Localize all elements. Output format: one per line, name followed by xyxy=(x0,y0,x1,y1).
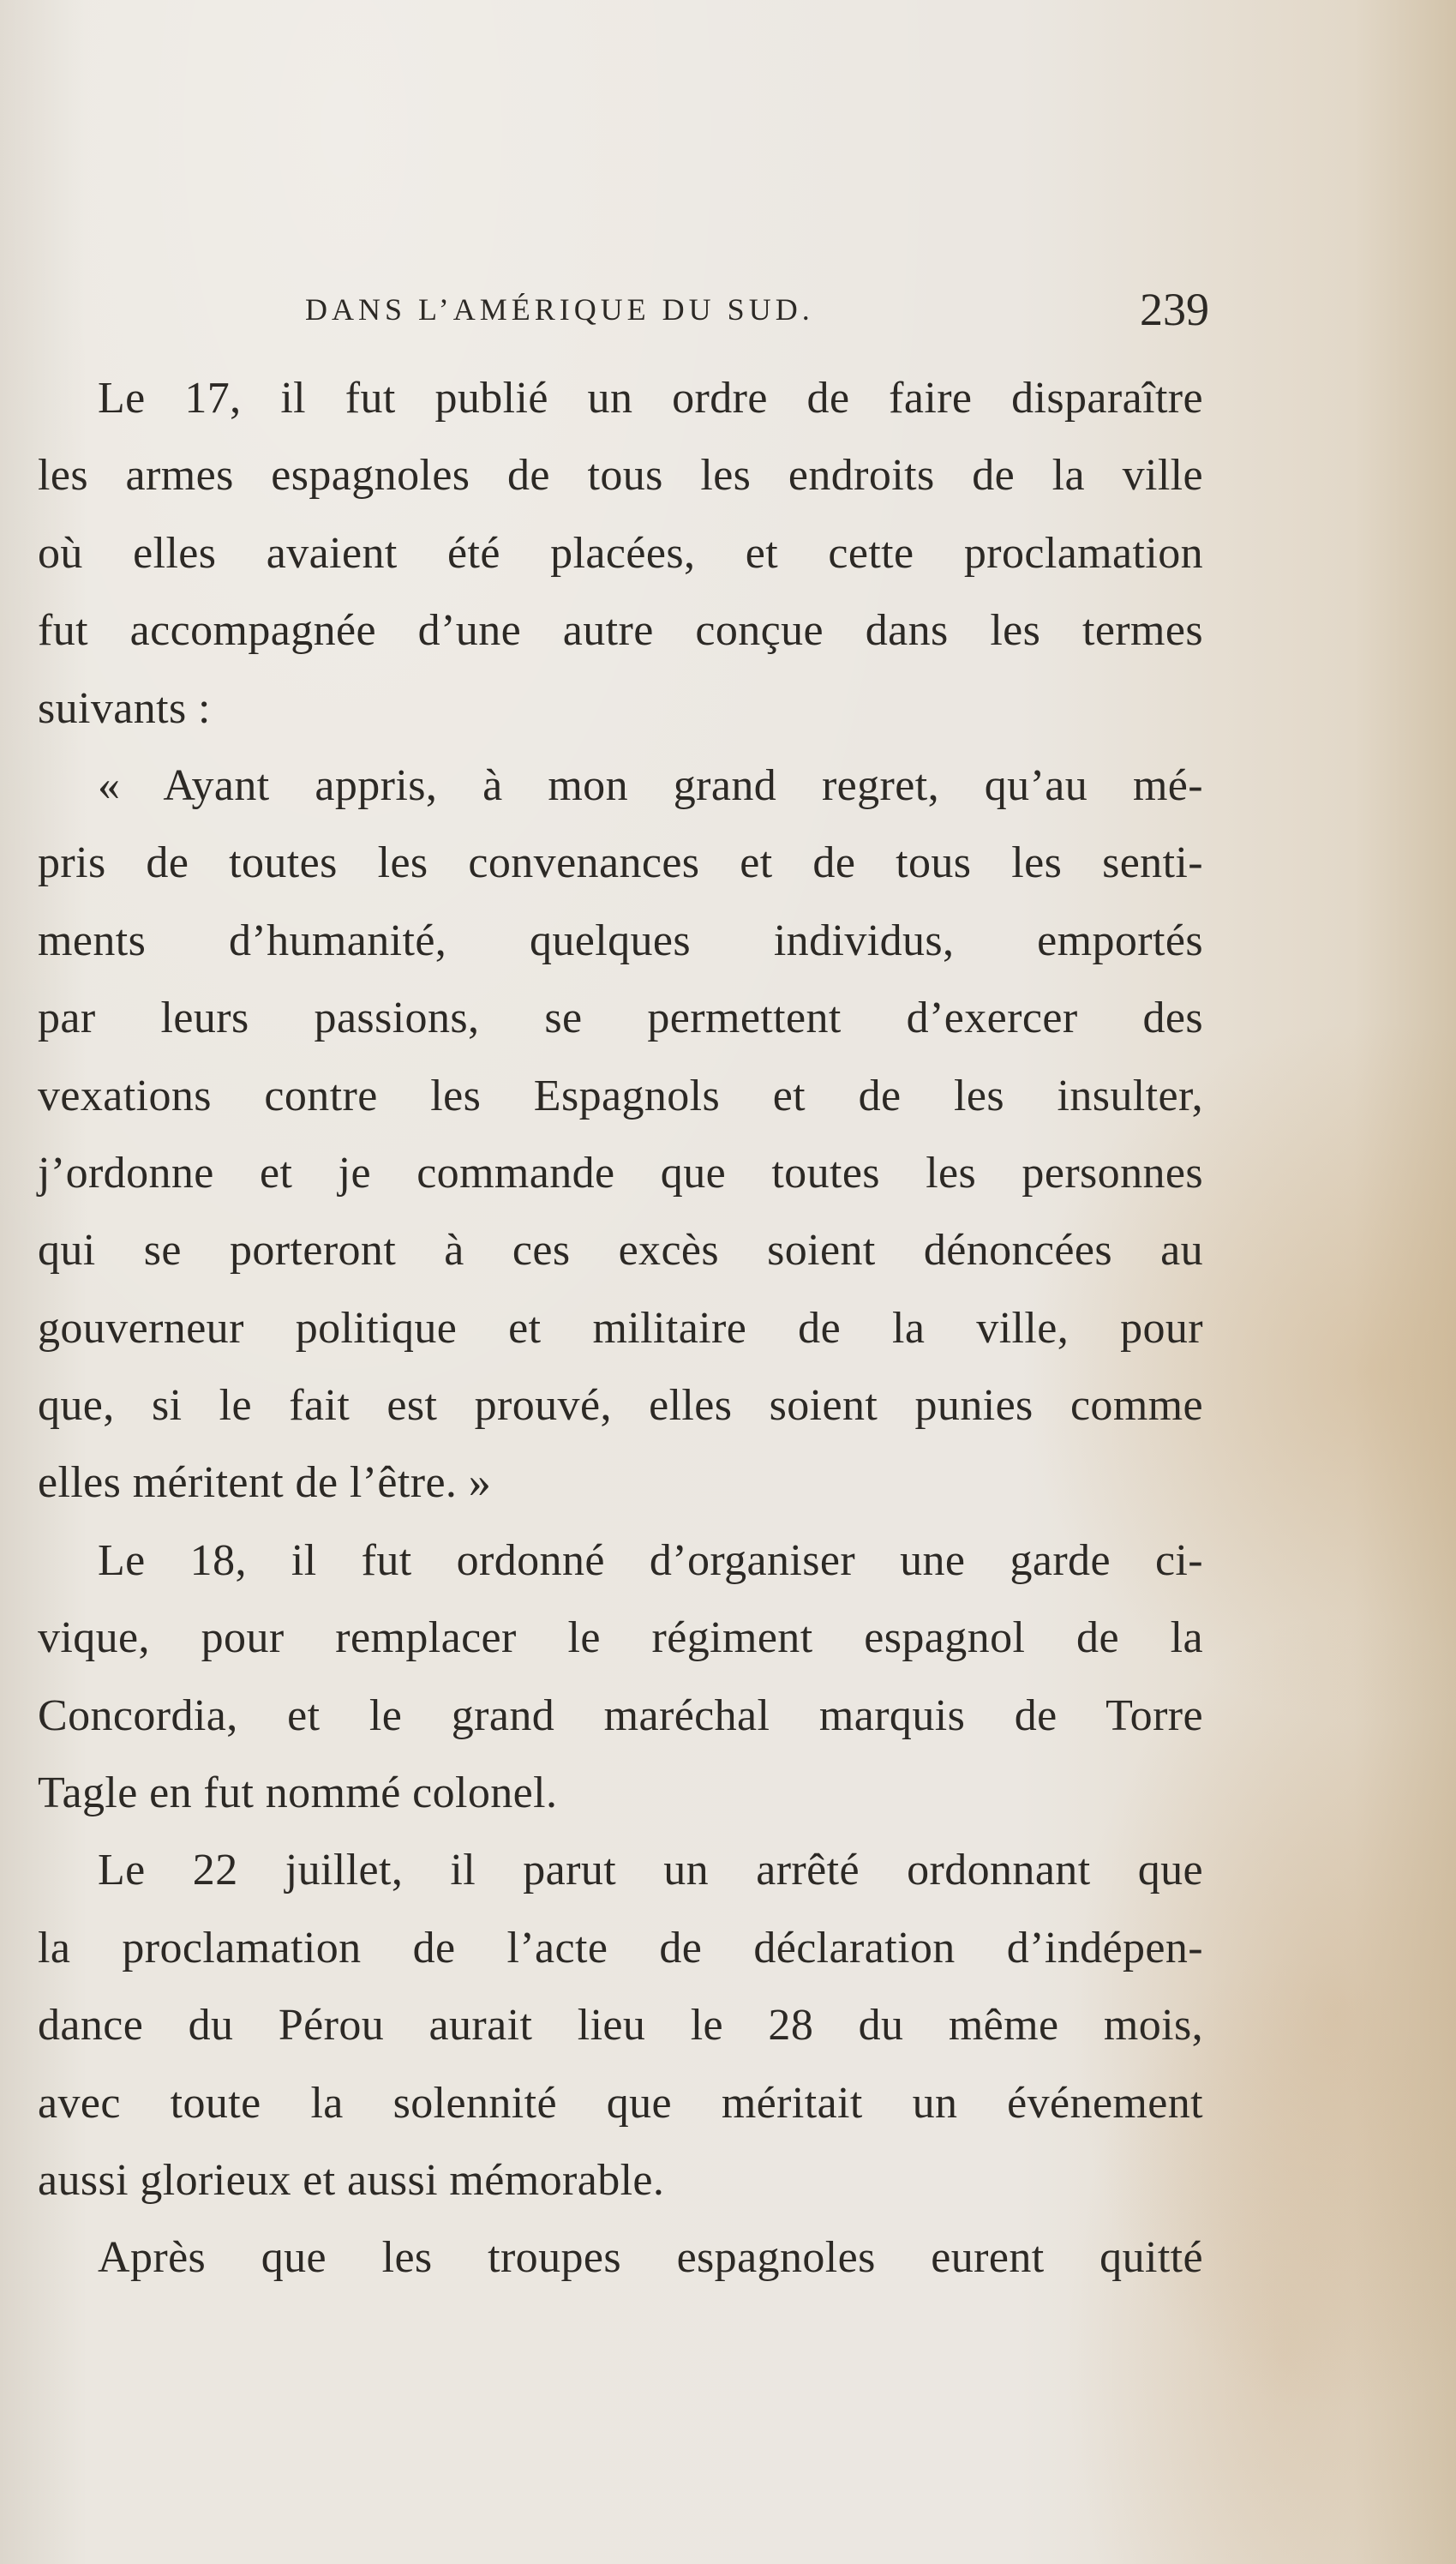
text-line: ments d’humanité, quelques individus, emportés xyxy=(38,916,1203,965)
text-line: que, si le fait est prouvé, elles soient punies comme xyxy=(38,1381,1203,1431)
text-line: « Ayant appris, à mon grand regret, qu’au mé- xyxy=(98,760,1203,810)
text-line: la proclamation de l’acte de déclaration d’indépen- xyxy=(38,1923,1203,1973)
text-line: Tagle en fut nommé colonel. xyxy=(38,1768,558,1818)
text-line: qui se porteront à ces excès soient dénoncées au xyxy=(38,1226,1203,1276)
text-line: vique, pour remplacer le régiment espagnol de la xyxy=(38,1613,1203,1663)
text-line: gouverneur politique et militaire de la ville, pour xyxy=(38,1303,1203,1353)
text-line: par leurs passions, se permettent d’exercer des xyxy=(38,994,1203,1043)
text-line: pris de toutes les convenances et de tous les senti- xyxy=(38,838,1203,888)
text-line: fut accompagnée d’une autre conçue dans les termes xyxy=(38,606,1203,656)
text-line: suivants : xyxy=(38,683,211,733)
text-line: où elles avaient été placées, et cette proclamation xyxy=(38,528,1203,578)
text-line: Concordia, et le grand maréchal marquis de Torre xyxy=(38,1690,1203,1740)
text-line: Après que les troupes espagnoles eurent quitté xyxy=(98,2233,1203,2283)
text-line: vexations contre les Espagnols et de les insulter, xyxy=(38,1071,1203,1120)
page-number: 239 xyxy=(1140,284,1209,335)
text-line: aussi glorieux et aussi mémorable. xyxy=(38,2155,665,2205)
running-head xyxy=(305,284,1209,339)
text-line: j’ordonne et je commande que toutes les personnes xyxy=(38,1148,1203,1198)
text-line: les armes espagnoles de tous les endroits de la ville xyxy=(38,451,1203,501)
text-line: elles méritent de l’être. » xyxy=(38,1458,492,1508)
running-title: DANS L’AMÉRIQUE DU SUD. xyxy=(305,292,814,327)
text-line: dance du Pérou aurait lieu le 28 du même mois, xyxy=(38,2001,1203,2051)
text-line: Le 22 juillet, il parut un arrêté ordonnant que xyxy=(98,1846,1203,1895)
text-line: avec toute la solennité que méritait un événement xyxy=(38,2078,1203,2128)
body-text xyxy=(38,360,1203,2297)
text-line: Le 18, il fut ordonné d’organiser une garde ci- xyxy=(98,1535,1203,1585)
text-line: Le 17, il fut publié un ordre de faire disparaître xyxy=(98,374,1203,423)
